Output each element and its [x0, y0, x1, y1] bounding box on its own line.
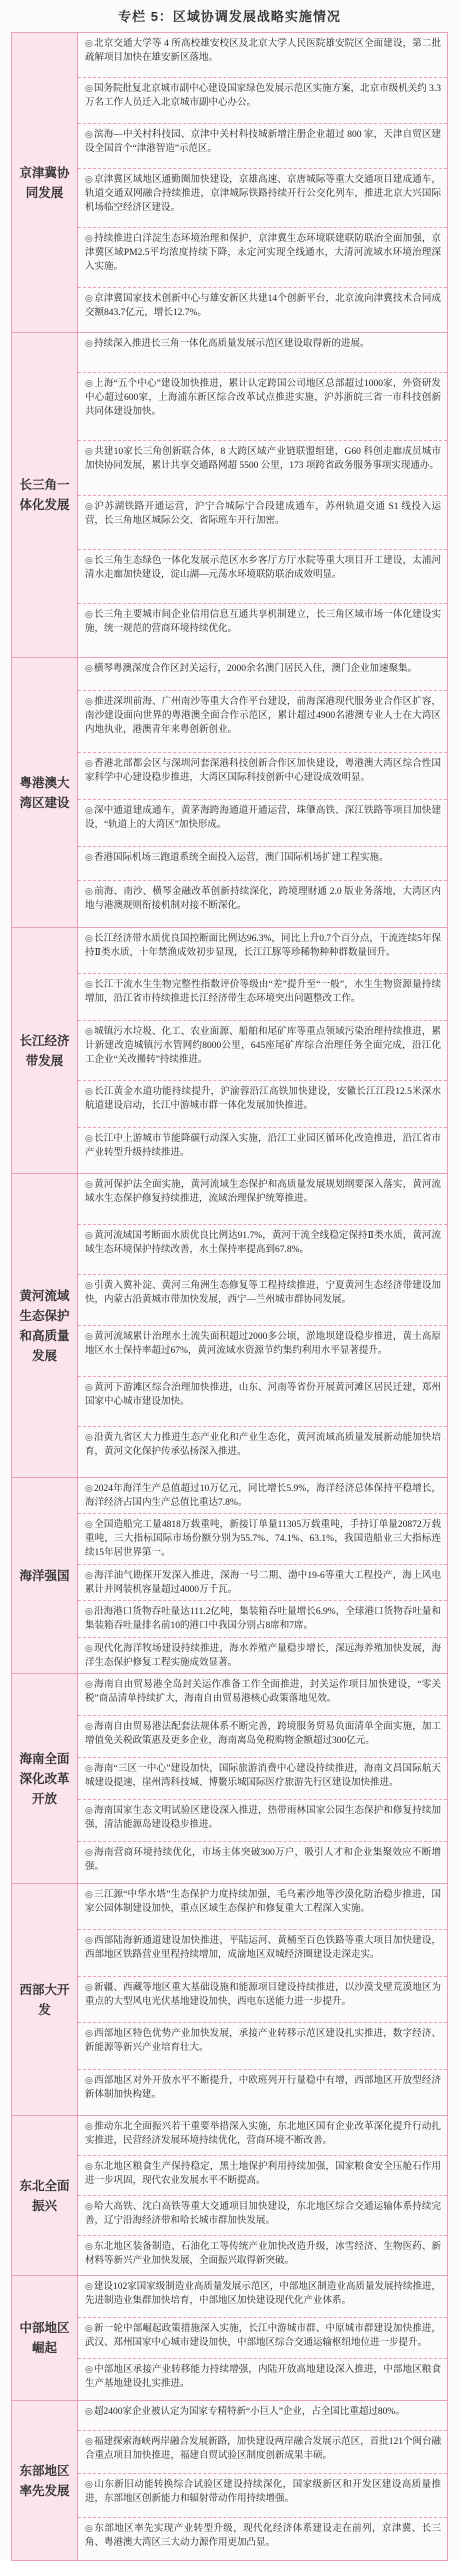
list-item — [78, 228, 447, 287]
item-text: 西部地区特色优势产业加快发展，承接产业转移示范区建设扎实推进，数字经济、新能源等新兴产业培育壮大。 — [85, 2029, 441, 2054]
item-text: 持续深入推进长三角一体化高质量发展示范区建设取得新的进展。 — [94, 339, 370, 349]
bullet-icon: ◎ — [85, 1432, 93, 1443]
item-text: 香港国际机场三跑道系统全面投入运营，澳门国际机场扩建工程实施。 — [94, 853, 389, 864]
item-text: 东北地区装备制造、石油化工等传统产业加快改造升级，冰雪经济、生物医药、新材料等新兴产业加快发展，全面振兴取得新突破。 — [85, 2242, 441, 2266]
strategy-table-body — [12, 33, 448, 2561]
region-name: 粤港澳大湾区建设 — [12, 658, 78, 928]
table-row — [12, 1674, 448, 1884]
list-item — [78, 2474, 447, 2518]
bullet-icon: ◎ — [85, 1805, 93, 1815]
bullet-icon: ◎ — [85, 1981, 93, 1992]
bullet-icon: ◎ — [85, 1935, 93, 1946]
item-text: 海洋油气勘探开发深入推进，深海一号二期、渤中19-6等重大工程投产，海上风电累计并网装机容量超过4000万千瓦。 — [85, 1570, 441, 1595]
item-text: 东部地区率先实现产业转型升级，现代化经济体系建设走在前列，京津冀、长三角、粤港澳大湾区三大动力源作用更加凸显。 — [85, 2523, 441, 2548]
list-item — [78, 441, 447, 495]
list-item — [78, 1638, 447, 1673]
table-row — [12, 2276, 448, 2401]
list-item — [78, 373, 447, 441]
list-item — [78, 1478, 447, 1514]
list-item — [78, 496, 447, 550]
table-row — [12, 333, 448, 658]
region-items — [78, 1478, 448, 1674]
bullet-icon: ◎ — [85, 2074, 93, 2085]
item-text: 京津冀区域地区通勤圈加快建设，京雄高速、京唐城际等重大交通项目建成通车，轨道交通双网融合持续推进，京津城际铁路持续开行公交化列车，推进北京大兴国际机场临空经济区建设。 — [85, 174, 441, 213]
region-items — [78, 2116, 448, 2276]
list-item — [78, 604, 447, 657]
item-text: 长江经济带水质优良国控断面比例达96.3%，同比上升0.7个百分点，干流连续5年保持Ⅱ类水质，十年禁渔成效初步显现，长江江豚等珍稀物种种群数量回升。 — [85, 934, 441, 958]
item-text: 沿海港口货物吞吐量达111.2亿吨，集装箱吞吐量增长6.9%，全球港口货物吞吐量和集装箱吞吐量排名前10的港口中我国分别占8席和7席。 — [85, 1607, 441, 1632]
list-item — [78, 800, 447, 847]
item-text: 京津冀国家技术创新中心与雄安新区共建14个创新平台，北京流向津冀技术合同成交额843.7亿元，增长12.7%。 — [85, 293, 441, 318]
item-text: 三江源“中华水塔”生态保护力度持续加强，毛乌素沙地等沙漠化防治稳步推进，国家公园体制建设加快，重点区域生态保护和修复重大工程深入实施。 — [85, 1890, 441, 1914]
bullet-icon: ◎ — [85, 2479, 93, 2489]
item-text: 新疆、西藏等地区重大基础设施和能源项目建设持续推进，以沙漠戈壁荒漠地区为重点的大型风电光伏基地建设加快，西电东送能力进一步提升。 — [85, 1982, 441, 2007]
table-row — [12, 1174, 448, 1478]
item-text: 黄河下游滩区综合治理加快推进，山东、河南等省份开展黄河滩区居民迁建，郑州国家中心城市建设加快。 — [85, 1382, 441, 1407]
item-text: 黄河流域累计治理水土流失面积超过2000多公顷，淤地坝建设稳步推进，黄土高原地区水土保持率超过67%，黄河流域水资源节约集约利用水平显著提升。 — [85, 1332, 441, 1357]
region-name: 海南全面深化改革开放 — [12, 1674, 78, 1884]
item-text: 西部陆海新通道建设加快推进，平陆运河、黄桶至百色铁路等重大项目加快建设，西部地区铁路营业里程持续增加，成渝地区双城经济圈建设走深走实。 — [85, 1936, 441, 1961]
bullet-icon: ◎ — [85, 128, 93, 139]
item-text: 上海“五个中心”建设加快推进，累计认定跨国公司地区总部超过1000家，外资研发中心超过600家，上海浦东新区综合改革试点推进实施，沪苏浙皖三省一市科技创新共同体建设加快。 — [85, 379, 441, 418]
item-text: 长江干流水生生物完整性指数评价等级由“差”提升至“一般”，水生生物资源量持续增加，沿江省市持续推进长江经济带生态环境突出问题整改工作。 — [85, 980, 441, 1005]
item-text: 海南“三区一中心”建设加快，国际旅游消费中心建设持续推进，海南文昌国际航天城建设提速，崖州湾科技城、博鳌乐城国际医疗旅游先行区建设加快推进。 — [85, 1764, 441, 1788]
item-text: 2024年海洋生产总值超过10万亿元，同比增长5.9%，海洋经济总体保持平稳增长，海洋经济占国内生产总值比重达7.8%。 — [85, 1484, 441, 1508]
bullet-icon: ◎ — [85, 2364, 93, 2375]
list-item — [78, 881, 447, 927]
list-item — [78, 2023, 447, 2069]
bullet-icon: ◎ — [85, 446, 93, 457]
bullet-icon: ◎ — [85, 173, 93, 184]
page-title: 专栏 5：区域协调发展战略实施情况 — [118, 9, 341, 24]
list-item — [78, 2518, 447, 2561]
list-item — [78, 2236, 447, 2275]
region-name: 西部大开发 — [12, 1884, 78, 2116]
list-item — [78, 124, 447, 169]
list-item — [78, 1758, 447, 1800]
list-item — [78, 1514, 447, 1564]
list-item — [78, 33, 447, 78]
list-item — [78, 2070, 447, 2115]
bullet-icon: ◎ — [85, 2322, 93, 2333]
item-text: 推进深圳前海、广州南沙等重大合作平台建设，前海深港现代服务业合作区扩容，南沙建设面向世界的粤港澳全面合作示范区，累计超过4900名港澳专业人士在大湾区内地执业，港澳青年来粤创新创业。 — [85, 697, 441, 736]
item-text: 推动东北全面振兴若干重要举措深入实施，东北地区国有企业改革深化提升行动扎实推进，民营经济发展环境持续优化，营商环境不断改善。 — [85, 2122, 441, 2146]
item-text: 中部地区承接产业转移能力持续增强，内陆开放高地建设深入推进，中部地区粮食生产基地建设扎实推进。 — [85, 2365, 441, 2390]
list-item — [78, 550, 447, 604]
item-text: 引黄入冀补淀、黄河三角洲生态修复等工程持续推进，宁夏黄河生态经济带建设加快，内蒙古沿黄城市带加快发展，西宁—兰州城市群协同发展。 — [85, 1281, 441, 1306]
bullet-icon: ◎ — [85, 292, 93, 303]
bullet-icon: ◎ — [85, 2028, 93, 2039]
item-text: 西部地区对外开放水平不断提升，中欧班列开行量稳中有增，西部地区开放型经济新体制加快构建。 — [85, 2075, 441, 2100]
list-item — [78, 2196, 447, 2236]
item-text: 持续推进白洋淀生态环境治理和保护，京津冀生态环境联建联防联治全面加强，京津冀区域PM2.5平均浓度持续下降，永定河实现全线通水，大清河流域水环境治理深入实施。 — [85, 234, 441, 273]
list-item — [78, 753, 447, 800]
item-text: 城镇污水垃圾、化工、农业面源、船舶和尾矿库等重点领域污染治理持续推进，累计新建改造城镇污水管网约8000公里，645座尾矿库综合治理任务全面完成，沿江化工企业“关改搬转”持续推进。 — [85, 1026, 441, 1065]
table-row — [12, 928, 448, 1174]
item-text: 建设102家国家级制造业高质量发展示范区，中部地区制造业高质量发展持续推进，先进制造业集群加快培育，中部地区加快建设现代化产业体系。 — [85, 2282, 441, 2306]
bullet-icon: ◎ — [85, 1606, 93, 1617]
region-items — [78, 658, 448, 928]
bullet-icon: ◎ — [85, 1483, 93, 1493]
bullet-icon: ◎ — [85, 608, 93, 619]
item-text: 新一轮中部崛起政策措施深入实施，长江中游城市群、中原城市群建设加快推进，武汉、郑州国家中心城市建设加快，中部地区综合交通运输枢纽地位进一步提升。 — [85, 2323, 441, 2348]
bullet-icon: ◎ — [85, 1642, 93, 1653]
list-item — [78, 1930, 447, 1976]
bullet-icon: ◎ — [85, 1179, 93, 1189]
bullet-icon: ◎ — [85, 1331, 93, 1342]
region-items — [78, 33, 448, 333]
list-item — [78, 2401, 447, 2431]
item-text: 哈大高铁、沈白高铁等重大交通项目加快建设，东北地区综合交通运输体系持续完善，辽宁沿海经济带和哈长城市群加快发展。 — [85, 2202, 441, 2226]
region-name: 长江经济带发展 — [12, 928, 78, 1174]
item-text: 海南国家生态文明试验区建设深入推进，热带雨林国家公园生态保护和修复持续加强，清洁能源岛建设稳步推进。 — [85, 1806, 441, 1830]
list-item — [78, 1674, 447, 1716]
bullet-icon: ◎ — [85, 1229, 93, 1240]
region-name: 京津冀协同发展 — [12, 33, 78, 333]
list-item — [78, 1842, 447, 1883]
bullet-icon: ◎ — [85, 885, 93, 896]
bullet-icon: ◎ — [85, 757, 93, 768]
bullet-icon: ◎ — [85, 500, 93, 511]
bullet-icon: ◎ — [85, 338, 93, 348]
list-item — [78, 1800, 447, 1842]
list-item — [78, 928, 447, 974]
list-item — [78, 2431, 447, 2475]
bullet-icon: ◎ — [85, 1086, 93, 1097]
region-items — [78, 1674, 448, 1884]
bullet-icon: ◎ — [85, 378, 93, 389]
item-text: 东北地区粮食生产保持稳定，黑土地保护利用持续加强，国家粮食安全压舱石作用进一步巩固，现代农业发展水平不断提高。 — [85, 2162, 441, 2186]
item-text: 海南自由贸易港全岛封关运作准备工作全面推进，封关运作项目加快建设，“零关税”商品清单持续扩大，海南自由贸易港核心政策落地见效。 — [85, 1680, 441, 1704]
item-text: 长三角生态绿色一体化发展示范区水乡客厅方厅水院等重大项目开工建设，太浦河清水走廊加快建设，淀山湖—元荡水环境联防联治成效明显。 — [85, 555, 441, 580]
list-item — [78, 1326, 447, 1377]
list-item — [78, 169, 447, 228]
list-item — [78, 974, 447, 1020]
bullet-icon: ◎ — [85, 2522, 93, 2533]
bullet-icon: ◎ — [85, 979, 93, 990]
list-item — [78, 847, 447, 880]
region-name: 东部地区率先发展 — [12, 2401, 78, 2561]
bullet-icon: ◎ — [85, 1889, 93, 1899]
list-item — [78, 1275, 447, 1326]
bullet-icon: ◎ — [85, 696, 93, 707]
region-items — [78, 2276, 448, 2401]
region-items — [78, 1884, 448, 2116]
item-text: 深中通道建成通车，黄茅海跨海通道开通运营，珠肇高铁、深江铁路等项目加快建设，“轨道上的大湾区”加快形成。 — [85, 805, 441, 830]
list-item — [78, 1225, 447, 1276]
list-item — [78, 2359, 447, 2400]
item-text: 超2400家企业被认定为国家专精特新“小巨人”企业，占全国比重超过80%。 — [94, 2407, 405, 2417]
bullet-icon: ◎ — [85, 2281, 93, 2291]
item-text: 福建探索海峡两岸融合发展新路，加快建设两岸融合发展示范区，首批121个闽台融合重点项目加快推进，福建自贸试验区制度创新成果丰硕。 — [85, 2436, 441, 2461]
item-text: 沿黄九省区大力推进生态产业化和产业生态化，黄河流域高质量发展新动能加快培育，黄河文化保护传承弘扬深入推进。 — [85, 1433, 441, 1458]
item-text: 沪苏湖铁路开通运营，沪宁合城际宁合段建成通车，苏州轨道交通 S1 线投入运营，长三角地区城际公交、省际班车开行加密。 — [85, 501, 441, 526]
list-item — [78, 2276, 447, 2318]
list-item — [78, 2156, 447, 2196]
bullet-icon: ◎ — [85, 663, 93, 673]
list-item — [78, 2116, 447, 2156]
region-items — [78, 928, 448, 1174]
table-row — [12, 33, 448, 333]
list-item — [78, 288, 447, 332]
item-text: 长三角主要城市间企业信用信息互通共享机制建立，长三角区域市场一体化建设实施，统一规范的营商环境持续优化。 — [85, 609, 441, 634]
item-text: 黄河流域国考断面水质优良比例达91.7%，黄河干流全线稳定保持Ⅱ类水质，黄河流域生态环境保护持续改善，水土保持率提高到67.8%。 — [85, 1230, 441, 1255]
region-items — [78, 333, 448, 658]
bullet-icon: ◎ — [85, 1847, 93, 1857]
item-text: 滨海—中关村科技园、京津中关村科技城新增注册企业超过 800 家，天津自贸区建设全国首个“津港智造”示范区。 — [85, 129, 441, 154]
list-item — [78, 658, 447, 691]
region-name: 海洋强国 — [12, 1478, 78, 1674]
list-item — [78, 1565, 447, 1601]
bullet-icon: ◎ — [85, 2406, 93, 2416]
bullet-icon: ◎ — [85, 2161, 93, 2171]
table-row — [12, 2401, 448, 2561]
bullet-icon: ◎ — [85, 1025, 93, 1036]
item-text: 国务院批复北京城市副中心建设国家绿色发展示范区实施方案，北京市级机关约 3.3 万名工作人员迁入北京城市副中心办公。 — [85, 84, 441, 109]
bullet-icon: ◎ — [85, 38, 93, 48]
item-text: 现代化海洋牧场建设持续推进，海水养殖产量稳步增长，深远海养殖加快发展，海洋生态保护修复工程实施成效显著。 — [85, 1643, 441, 1668]
bullet-icon: ◎ — [85, 804, 93, 815]
bullet-icon: ◎ — [85, 1381, 93, 1392]
bullet-icon: ◎ — [85, 1721, 93, 1731]
region-items — [78, 1174, 448, 1478]
bullet-icon: ◎ — [85, 933, 93, 943]
bullet-icon: ◎ — [85, 2201, 93, 2211]
item-text: 长江中上游城市节能降碳行动深入实施，沿江工业园区循环化改造推进，沿江省市产业转型升级持续推进。 — [85, 1133, 441, 1158]
item-text: 海南自由贸易港法配套法规体系不断完善，跨境服务贸易负面清单全面实施，加工增值免关税政策惠及更多企业，海南离岛免税购物金额超过300亿元。 — [85, 1722, 441, 1746]
bullet-icon: ◎ — [85, 554, 93, 565]
list-item — [78, 1427, 447, 1477]
item-text: 海南营商环境持续优化，市场主体突破300万户，吸引人才和企业集聚效应不断增强。 — [85, 1848, 441, 1872]
region-name: 黄河流域生态保护和高质量发展 — [12, 1174, 78, 1478]
bullet-icon: ◎ — [85, 1280, 93, 1291]
list-item — [78, 78, 447, 123]
list-item — [78, 691, 447, 752]
table-row — [12, 2116, 448, 2276]
strategy-table — [11, 32, 448, 2561]
list-item — [78, 1174, 447, 1225]
region-name: 长三角一体化发展 — [12, 333, 78, 658]
list-item — [78, 1884, 447, 1930]
item-text: 北京交通大学等 4 所高校雄安校区及北京大学人民医院雄安院区全面建设，第二批疏解项目加快在雄安新区落地。 — [85, 39, 441, 63]
bullet-icon: ◎ — [85, 1763, 93, 1773]
item-text: 黄河保护法全面实施，黄河流域生态保护和高质量发展规划纲要深入落实，黄河流域水生态保护修复持续推进，流域治理保护统筹推进。 — [85, 1180, 441, 1204]
bullet-icon: ◎ — [85, 1679, 93, 1689]
bullet-icon: ◎ — [85, 83, 93, 94]
item-text: 长江黄金水道功能持续提升，沪渝蓉沿江高铁加快建设，安徽长江江段12.5米深水航道建设启动，长江中游城市群一体化发展加快推进。 — [85, 1087, 441, 1112]
bullet-icon: ◎ — [85, 852, 93, 863]
item-text: 全国造船完工量4818万载重吨，新接订单量11305万载重吨，手持订单量20872万载重吨，三大指标国际市场份额分别为55.7%、74.1%、63.1%，我国造船业三大指标连续15年居世界第一。 — [85, 1520, 441, 1559]
region-name: 中部地区崛起 — [12, 2276, 78, 2401]
list-item — [78, 2318, 447, 2360]
list-item — [78, 1021, 447, 1081]
bullet-icon: ◎ — [85, 1569, 93, 1580]
item-text: 前海、南沙、横琴金融改革创新持续深化，跨境理财通 2.0 版业务落地，大湾区内地与港澳规则衔接机制对接不断深化。 — [85, 886, 441, 911]
table-row — [12, 1478, 448, 1674]
list-item — [78, 1716, 447, 1758]
item-text: 横琴粤澳深度合作区封关运行，2000余名澳门居民入住，澳门企业加速聚集。 — [94, 664, 418, 674]
list-item — [78, 1081, 447, 1127]
list-item — [78, 333, 447, 373]
table-row — [12, 658, 448, 928]
bullet-icon: ◎ — [85, 1132, 93, 1143]
list-item — [78, 1377, 447, 1428]
item-text: 香港北部都会区与深圳河套深港科技创新合作区加快建设，粤港澳大湾区综合性国家科学中心建设稳步推进，大湾区国际科技创新中心建设成效明显。 — [85, 758, 441, 783]
region-name: 东北全面振兴 — [12, 2116, 78, 2276]
item-text: 共建10家长三角创新联合体，8 大跨区域产业链联盟组建，G60 科创走廊成员城市加快协同发展，累计共享交通路网超 5500 公里，173 项跨省政务服务事项实现通办。 — [85, 447, 441, 472]
list-item — [78, 1977, 447, 2023]
bullet-icon: ◎ — [85, 2435, 93, 2446]
region-items — [78, 2401, 448, 2561]
list-item — [78, 1601, 447, 1637]
bullet-icon: ◎ — [85, 2241, 93, 2251]
bullet-icon: ◎ — [85, 1519, 93, 1530]
item-text: 山东新旧动能转换综合试验区建设持续深化，国家级新区和开发区建设高质量推进，东部地区创新能力和辐射带动作用持续增强。 — [85, 2480, 441, 2504]
bullet-icon: ◎ — [85, 2121, 93, 2131]
list-item — [78, 1128, 447, 1173]
bullet-icon: ◎ — [85, 233, 93, 244]
table-row — [12, 1884, 448, 2116]
